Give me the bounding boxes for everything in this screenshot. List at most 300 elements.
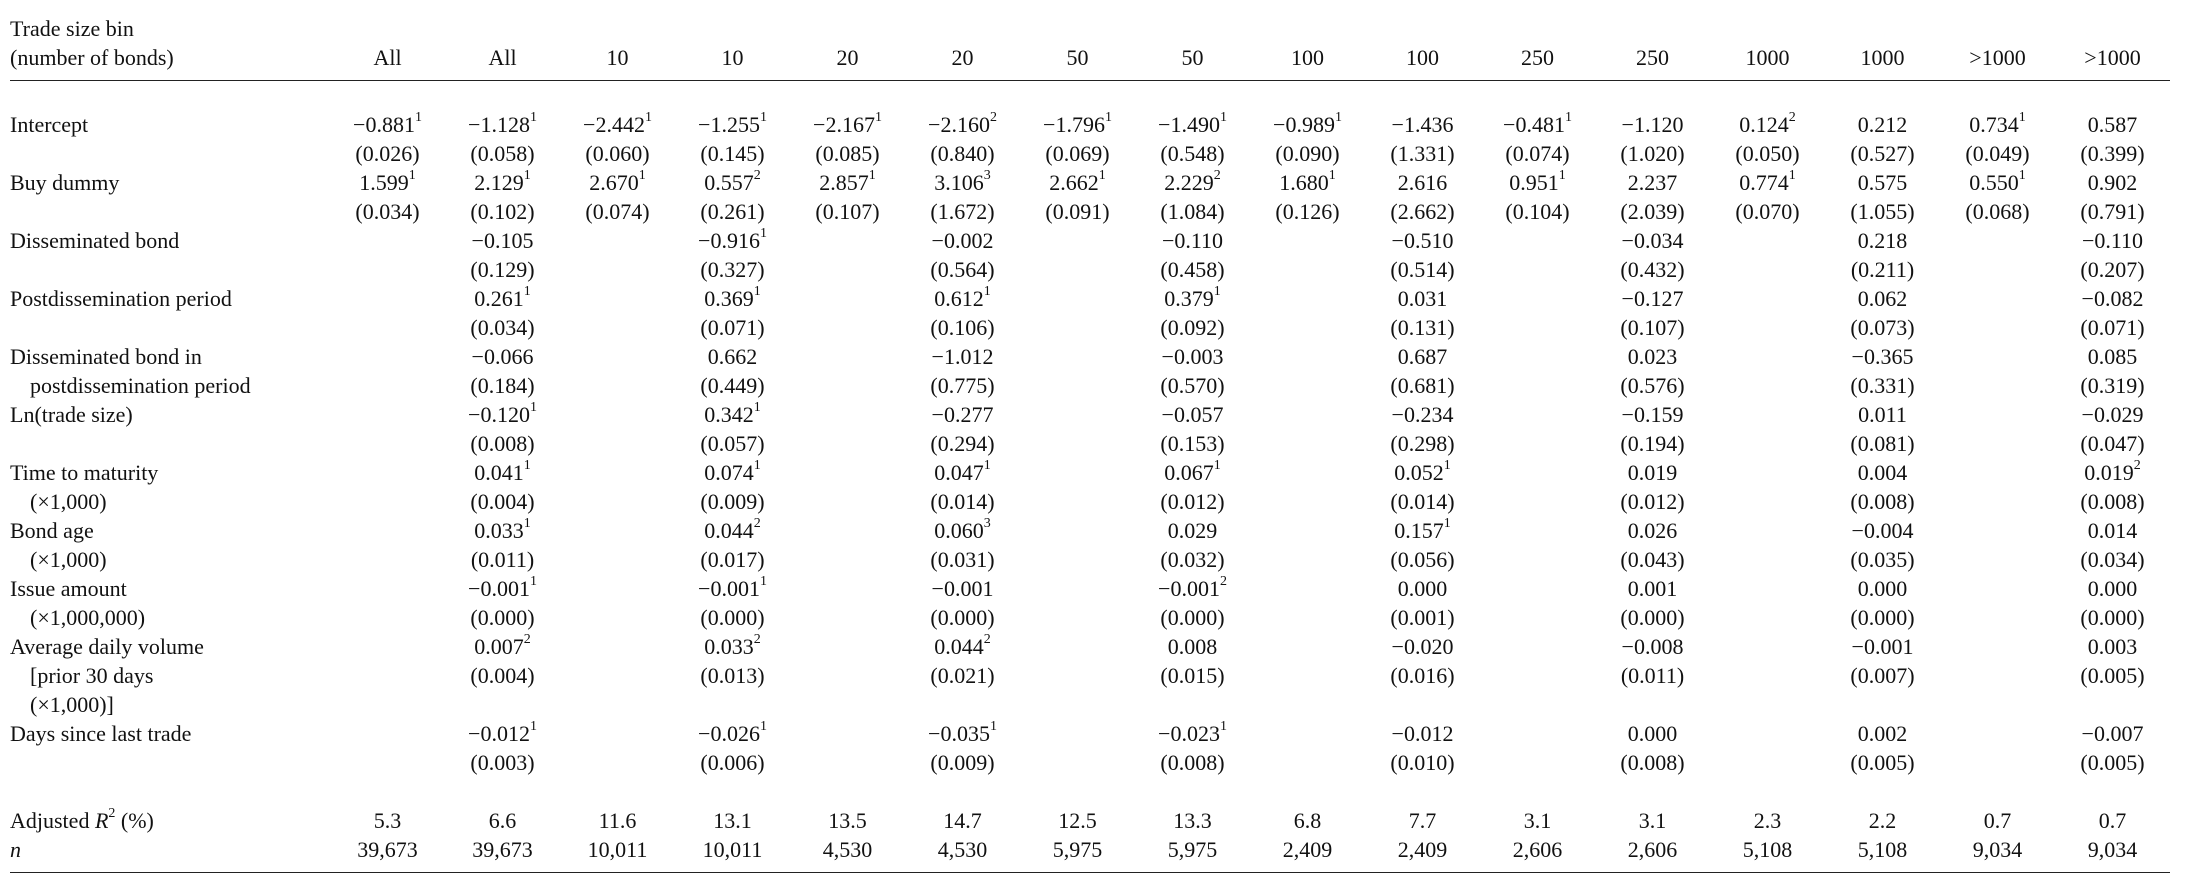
standard-error-cell: [1480, 748, 1595, 777]
standard-error-cell: [1250, 429, 1365, 458]
adjusted-r2-value: 5.3: [373, 807, 402, 833]
coefficient-value: −0.510: [1391, 227, 1454, 253]
coefficient-cell: [445, 168, 560, 197]
standard-error-cell: (0.008): [1160, 749, 1225, 775]
standard-error-cell: (0.070): [1735, 198, 1800, 224]
standard-error-cell: (0.327): [700, 256, 765, 282]
standard-error-cell: [1250, 313, 1365, 342]
adjusted-r2-value: 6.6: [488, 807, 517, 833]
coefficient-value: −0.057: [1161, 401, 1224, 427]
significance-marker: 1: [1788, 168, 1796, 184]
significance-marker: 1: [529, 400, 537, 416]
significance-marker: 1: [408, 168, 416, 184]
row-label: Intercept: [10, 111, 89, 137]
standard-error-cell: (0.432): [1620, 256, 1685, 282]
adjusted-r2-value: 13.3: [1173, 807, 1212, 833]
row-label-continuation: [10, 139, 330, 168]
coefficient-value: −1.436: [1391, 111, 1454, 137]
standard-error-cell: (0.840): [930, 140, 995, 166]
coefficient-cell: [1250, 719, 1365, 748]
standard-error-cell: (0.107): [1620, 314, 1685, 340]
standard-error-cell: (0.184): [470, 372, 535, 398]
coefficient-cell: [1595, 719, 1710, 748]
standard-error-cell: [790, 603, 905, 632]
coefficient-cell: [2055, 719, 2170, 748]
standard-error-cell: [1020, 748, 1135, 777]
standard-error-cell: [1710, 545, 1825, 574]
standard-error-cell: [1020, 661, 1135, 690]
standard-error-cell: [330, 255, 445, 284]
standard-error-row: [10, 197, 2170, 226]
coefficient-cell: [445, 632, 560, 661]
significance-marker: 2: [523, 632, 531, 648]
coefficient-cell: [1825, 110, 1940, 139]
standard-error-cell: (0.458): [1160, 256, 1225, 282]
coefficient-cell: [1250, 110, 1365, 139]
standard-error-cell: (0.514): [1390, 256, 1455, 282]
significance-marker: 1: [759, 110, 767, 126]
coefficient-value: −0.001: [1851, 633, 1914, 659]
standard-error-cell: (0.000): [700, 604, 765, 630]
adjusted-r2-value: 0.7: [2098, 807, 2127, 833]
standard-error-cell: (0.007): [1850, 662, 1915, 688]
coefficient-cell: [1365, 574, 1480, 603]
significance-marker: 3: [983, 168, 991, 184]
coefficient-cell: [1595, 110, 1710, 139]
standard-error-cell: (0.081): [1850, 430, 1915, 456]
coefficient-cell: [1595, 168, 1710, 197]
coefficient-cell: [1250, 168, 1365, 197]
column-header: 50: [1020, 43, 1135, 81]
standard-error-row: [10, 429, 2170, 458]
coefficient-value: 1.599: [359, 169, 409, 195]
coefficient-value: −0.001: [698, 575, 760, 601]
coefficient-cell: [1020, 284, 1135, 313]
standard-error-cell: [330, 661, 445, 690]
coefficient-value: 0.557: [704, 169, 754, 195]
standard-error-cell: [1710, 313, 1825, 342]
column-header: 100: [1250, 43, 1365, 81]
coefficient-cell: [1250, 342, 1365, 371]
coefficient-cell: [1250, 226, 1365, 255]
coefficient-value: −1.796: [1043, 111, 1105, 137]
row-label-continuation: (×1,000): [30, 488, 107, 514]
standard-error-cell: [1250, 748, 1365, 777]
standard-error-cell: [560, 748, 675, 777]
standard-error-cell: [1020, 603, 1135, 632]
observations-value: 9,034: [1940, 835, 2055, 873]
significance-marker: 1: [759, 226, 767, 242]
significance-marker: 1: [759, 719, 767, 735]
standard-error-cell: (0.074): [585, 198, 650, 224]
standard-error-cell: (0.012): [1620, 488, 1685, 514]
coefficient-cell: [330, 284, 445, 313]
coefficient-cell: [1825, 226, 1940, 255]
coefficient-cell: [560, 168, 675, 197]
coefficient-value: 3.106: [934, 169, 984, 195]
empty-cell: [2055, 690, 2170, 719]
observations-value: 39,673: [330, 835, 445, 873]
spacer-row: [10, 777, 2170, 806]
standard-error-cell: (0.570): [1160, 372, 1225, 398]
standard-error-cell: (0.000): [470, 604, 535, 630]
coefficient-value: 0.011: [1858, 401, 1907, 427]
observations-value: 39,673: [445, 835, 560, 873]
standard-error-cell: [1940, 371, 2055, 400]
row-label-continuation: [10, 197, 330, 226]
empty-cell: [675, 690, 790, 719]
significance-marker: 1: [638, 168, 646, 184]
coefficient-value: 2.670: [589, 169, 639, 195]
standard-error-cell: [560, 429, 675, 458]
coefficient-cell: [330, 719, 445, 748]
coefficient-value: 0.052: [1394, 459, 1444, 485]
adjusted-r2-value: 2.2: [1868, 807, 1897, 833]
coefficient-cell: [1480, 458, 1595, 487]
coefficient-cell: [445, 516, 560, 545]
column-header: 100: [1365, 43, 1480, 81]
coefficient-cell: [1365, 226, 1480, 255]
coefficient-cell: [560, 574, 675, 603]
coefficient-value: 0.342: [704, 401, 754, 427]
coefficient-cell: [905, 632, 1020, 661]
significance-marker: 1: [523, 516, 531, 532]
coefficient-cell: [2055, 342, 2170, 371]
standard-error-cell: [1710, 371, 1825, 400]
standard-error-cell: (0.090): [1275, 140, 1340, 166]
row-label-continuation: (×1,000,000): [30, 604, 146, 630]
standard-error-cell: (1.055): [1850, 198, 1915, 224]
significance-marker: 2: [753, 168, 761, 184]
coefficient-value: 0.044: [704, 517, 754, 543]
standard-error-cell: [560, 603, 675, 632]
row-label: Disseminated bond in: [10, 343, 202, 369]
coefficient-cell: [790, 168, 905, 197]
standard-error-cell: (0.034): [355, 198, 420, 224]
observations-value: 5,108: [1825, 835, 1940, 873]
significance-marker: 2: [2133, 458, 2141, 474]
coefficient-cell: [1365, 719, 1480, 748]
standard-error-cell: [330, 603, 445, 632]
standard-error-cell: [1020, 487, 1135, 516]
standard-error-cell: [1480, 487, 1595, 516]
coefficient-cell: [1595, 342, 1710, 371]
stub-header-line2: (number of bonds): [10, 43, 330, 81]
coefficient-cell: [445, 400, 560, 429]
coefficient-value: 0.001: [1627, 575, 1678, 601]
adjusted-r2-value: 6.8: [1293, 807, 1322, 833]
coefficient-value: −0.105: [471, 227, 534, 253]
coefficient-value: −0.029: [2081, 401, 2144, 427]
coefficient-cell: [1135, 168, 1250, 197]
standard-error-cell: [330, 545, 445, 574]
coefficient-cell: [905, 458, 1020, 487]
coefficient-row: [10, 574, 2170, 603]
standard-error-cell: (0.074): [1505, 140, 1570, 166]
standard-error-cell: (0.107): [815, 198, 880, 224]
significance-marker: 1: [1219, 110, 1227, 126]
standard-error-cell: [1710, 603, 1825, 632]
coefficient-cell: [1940, 574, 2055, 603]
standard-error-cell: (0.034): [470, 314, 535, 340]
standard-error-cell: [1480, 545, 1595, 574]
row-label: Time to maturity: [10, 459, 159, 485]
significance-marker: 1: [874, 110, 882, 126]
row-label-continuation: [10, 429, 330, 458]
coefficient-cell: [1135, 719, 1250, 748]
standard-error-cell: (0.031): [930, 546, 995, 572]
empty-cell: [330, 690, 445, 719]
coefficient-cell: [790, 719, 905, 748]
coefficient-value: −1.120: [1621, 111, 1684, 137]
coefficient-value: 0.902: [2087, 169, 2138, 195]
r2-symbol: R: [94, 807, 109, 833]
observations-value: 10,011: [675, 835, 790, 873]
coefficient-cell: [330, 110, 445, 139]
standard-error-cell: (0.057): [700, 430, 765, 456]
coefficient-cell: [1480, 719, 1595, 748]
coefficient-cell: [905, 719, 1020, 748]
coefficient-cell: [330, 458, 445, 487]
r2-label-prefix: Adjusted: [10, 807, 95, 833]
coefficient-row: [10, 110, 2170, 139]
coefficient-value: −0.034: [1621, 227, 1684, 253]
standard-error-cell: (0.548): [1160, 140, 1225, 166]
coefficient-value: 2.662: [1049, 169, 1099, 195]
column-header: All: [330, 43, 445, 81]
standard-error-cell: [1020, 371, 1135, 400]
coefficient-cell: [445, 458, 560, 487]
coefficient-cell: [1020, 719, 1135, 748]
coefficient-cell: [1250, 574, 1365, 603]
standard-error-cell: (0.021): [930, 662, 995, 688]
adjusted-r2-value: 11.6: [598, 807, 637, 833]
coefficient-cell: [1710, 516, 1825, 545]
standard-error-cell: [1250, 487, 1365, 516]
coefficient-value: 0.033: [474, 517, 524, 543]
significance-marker: 1: [2018, 168, 2026, 184]
standard-error-cell: [1480, 661, 1595, 690]
coefficient-value: 2.237: [1627, 169, 1678, 195]
significance-marker: 1: [1104, 110, 1112, 126]
coefficient-cell: [675, 110, 790, 139]
coefficient-cell: [1135, 342, 1250, 371]
standard-error-cell: [790, 748, 905, 777]
standard-error-cell: [1250, 371, 1365, 400]
header-spacer: [330, 14, 2170, 43]
standard-error-cell: (0.000): [930, 604, 995, 630]
empty-cell: [1940, 690, 2055, 719]
observations-value: 5,975: [1135, 835, 1250, 873]
coefficient-cell: [1250, 458, 1365, 487]
standard-error-cell: (0.576): [1620, 372, 1685, 398]
coefficient-value: 0.041: [474, 459, 524, 485]
coefficient-cell: [905, 400, 1020, 429]
significance-marker: 1: [523, 458, 531, 474]
observations-value: 2,409: [1365, 835, 1480, 873]
standard-error-cell: (0.085): [815, 140, 880, 166]
adjusted-r2-row: [10, 806, 2170, 835]
coefficient-cell: [1020, 168, 1135, 197]
standard-error-cell: [790, 255, 905, 284]
coefficient-cell: [675, 574, 790, 603]
coefficient-value: 0.687: [1397, 343, 1448, 369]
coefficient-value: −1.012: [931, 343, 994, 369]
adjusted-r2-value: 3.1: [1523, 807, 1552, 833]
standard-error-cell: [1250, 545, 1365, 574]
empty-cell: [1250, 690, 1365, 719]
coefficient-row: [10, 284, 2170, 313]
significance-marker: 1: [644, 110, 652, 126]
coefficient-value: 0.000: [1627, 720, 1678, 746]
coefficient-cell: [1940, 226, 2055, 255]
standard-error-cell: [790, 545, 905, 574]
standard-error-cell: (0.016): [1390, 662, 1455, 688]
standard-error-row: [10, 487, 2170, 516]
coefficient-value: −0.004: [1851, 517, 1914, 543]
column-header: 1000: [1825, 43, 1940, 81]
empty-cell: [1710, 690, 1825, 719]
coefficient-cell: [445, 284, 560, 313]
coefficient-cell: [1710, 342, 1825, 371]
coefficient-cell: [905, 226, 1020, 255]
coefficient-value: −0.002: [931, 227, 994, 253]
coefficient-value: 0.550: [1969, 169, 2019, 195]
significance-marker: 1: [753, 458, 761, 474]
r2-label-suffix: (%): [115, 807, 154, 833]
significance-marker: 1: [414, 110, 422, 126]
row-label-continuation: postdissemination period: [30, 372, 251, 398]
standard-error-cell: (0.035): [1850, 546, 1915, 572]
standard-error-cell: [1940, 313, 2055, 342]
coefficient-value: 2.857: [819, 169, 869, 195]
coefficient-cell: [905, 516, 1020, 545]
significance-marker: 1: [983, 284, 991, 300]
coefficient-value: 0.000: [1397, 575, 1448, 601]
coefficient-value: 0.734: [1969, 111, 2019, 137]
coefficient-cell: [1135, 400, 1250, 429]
standard-error-cell: [1020, 545, 1135, 574]
adjusted-r2-value: 2.3: [1753, 807, 1782, 833]
coefficient-row: [10, 458, 2170, 487]
coefficient-value: −0.916: [698, 227, 760, 253]
column-header: 20: [905, 43, 1020, 81]
standard-error-cell: (1.020): [1620, 140, 1685, 166]
column-header: 250: [1595, 43, 1710, 81]
spacer-cell: [10, 777, 2170, 806]
standard-error-cell: (0.015): [1160, 662, 1225, 688]
coefficient-value: 0.575: [1857, 169, 1908, 195]
coefficient-value: 0.044: [934, 633, 984, 659]
row-label-continuation: [10, 313, 330, 342]
standard-error-cell: (0.527): [1850, 140, 1915, 166]
coefficient-value: 0.774: [1739, 169, 1789, 195]
coefficient-value: −0.277: [931, 401, 994, 427]
adjusted-r2-label: [10, 806, 330, 835]
empty-cell: [905, 690, 1020, 719]
coefficient-cell: [2055, 458, 2170, 487]
coefficient-cell: [905, 110, 1020, 139]
standard-error-cell: [1940, 661, 2055, 690]
coefficient-value: −0.023: [1158, 720, 1220, 746]
observations-value: 9,034: [2055, 835, 2170, 873]
coefficient-value: −0.035: [928, 720, 990, 746]
standard-error-cell: [330, 371, 445, 400]
coefficient-cell: [790, 458, 905, 487]
empty-cell: [1135, 690, 1250, 719]
coefficient-cell: [905, 342, 1020, 371]
coefficient-cell: [1595, 458, 1710, 487]
coefficient-cell: [1940, 342, 2055, 371]
standard-error-cell: (0.126): [1275, 198, 1340, 224]
standard-error-cell: (0.775): [930, 372, 995, 398]
significance-marker: 1: [2018, 110, 2026, 126]
coefficient-value: −0.007: [2081, 720, 2144, 746]
row-label: Days since last trade: [10, 720, 192, 746]
coefficient-value: −0.110: [2081, 227, 2144, 253]
coefficient-cell: [1595, 516, 1710, 545]
column-header: 50: [1135, 43, 1250, 81]
standard-error-cell: [330, 487, 445, 516]
coefficient-cell: [1135, 632, 1250, 661]
coefficient-cell: [1710, 168, 1825, 197]
coefficient-cell: [2055, 284, 2170, 313]
coefficient-cell: [1825, 632, 1940, 661]
standard-error-cell: [330, 429, 445, 458]
standard-error-cell: (0.000): [1620, 604, 1685, 630]
standard-error-cell: [1480, 371, 1595, 400]
coefficient-cell: [1595, 632, 1710, 661]
coefficient-cell: [1710, 110, 1825, 139]
observations-value: 2,409: [1250, 835, 1365, 873]
standard-error-cell: (0.069): [1045, 140, 1110, 166]
standard-error-cell: (0.026): [355, 140, 420, 166]
adjusted-r2-value: 13.5: [828, 807, 867, 833]
significance-marker: 2: [753, 632, 761, 648]
coefficient-value: 0.007: [474, 633, 524, 659]
coefficient-value: −0.881: [353, 111, 415, 137]
coefficient-cell: [1940, 284, 2055, 313]
empty-cell: [1020, 690, 1135, 719]
coefficient-cell: [675, 458, 790, 487]
coefficient-value: −0.012: [1391, 720, 1454, 746]
significance-marker: 1: [1443, 516, 1451, 532]
coefficient-cell: [790, 226, 905, 255]
significance-marker: 1: [1098, 168, 1106, 184]
standard-error-row: [10, 603, 2170, 632]
standard-error-cell: [790, 429, 905, 458]
coefficient-cell: [560, 342, 675, 371]
coefficient-cell: [1135, 284, 1250, 313]
coefficient-cell: [2055, 110, 2170, 139]
coefficient-cell: [1250, 400, 1365, 429]
coefficient-value: 0.379: [1164, 285, 1214, 311]
standard-error-cell: [790, 661, 905, 690]
coefficient-cell: [1365, 632, 1480, 661]
coefficient-cell: [790, 342, 905, 371]
coefficient-cell: [1940, 516, 2055, 545]
significance-marker: 2: [1219, 574, 1227, 590]
significance-marker: 1: [759, 574, 767, 590]
coefficient-value: 0.662: [707, 343, 758, 369]
row-label: Average daily volume: [10, 633, 204, 659]
coefficient-cell: [905, 284, 1020, 313]
coefficient-cell: [2055, 400, 2170, 429]
coefficient-row: [10, 719, 2170, 748]
standard-error-cell: (0.294): [930, 430, 995, 456]
coefficient-cell: [1135, 226, 1250, 255]
coefficient-cell: [1595, 284, 1710, 313]
